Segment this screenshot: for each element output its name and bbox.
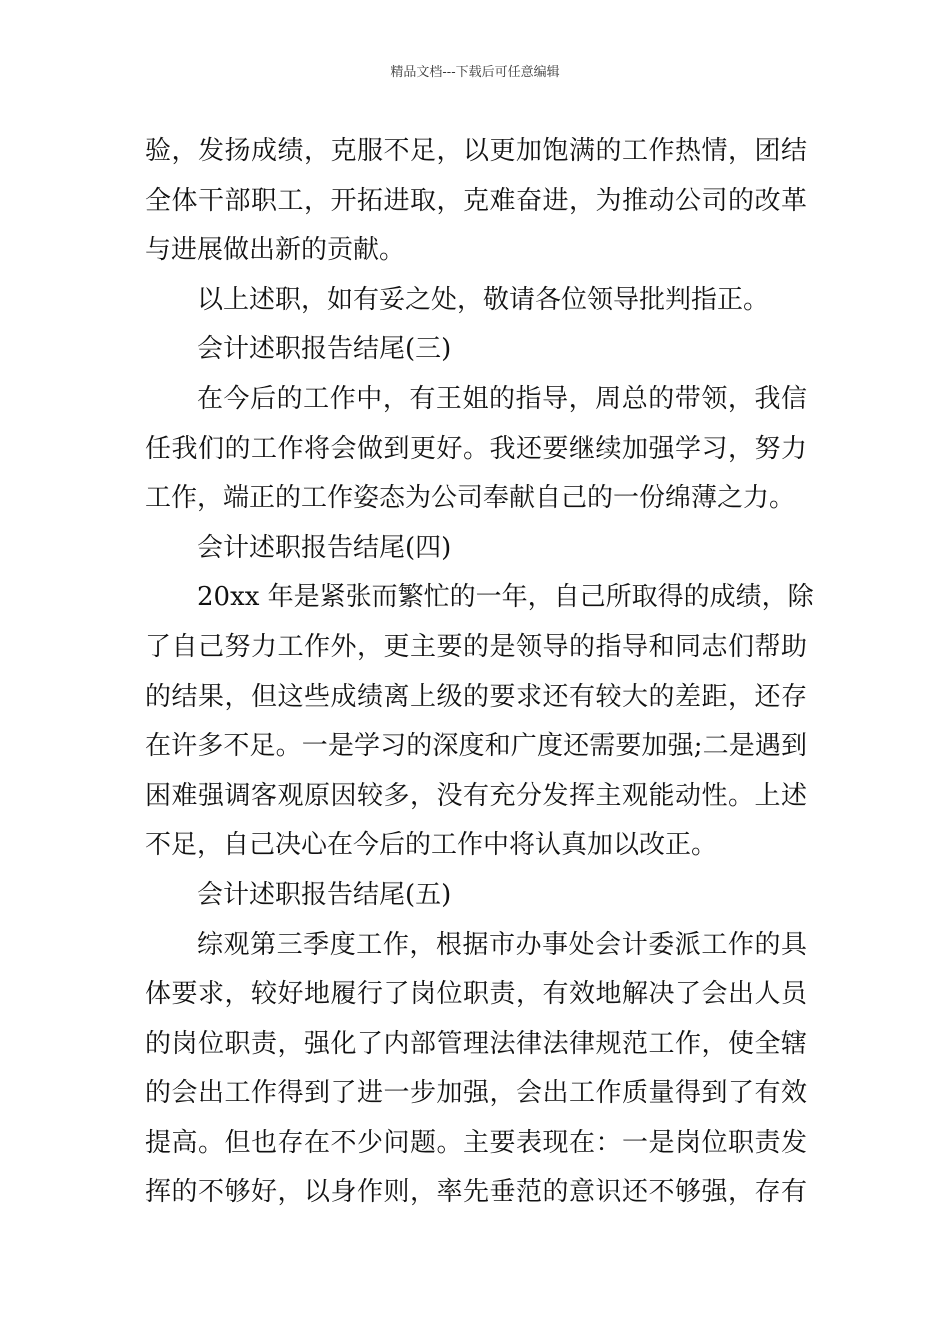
- page-header: 精品文档---下载后可任意编辑: [390, 65, 560, 80]
- section-heading: 会计述职报告结尾(三): [197, 334, 452, 365]
- section-heading: 会计述职报告结尾(四): [197, 532, 452, 563]
- text-line: 体要求，较好地履行了岗位职责，有效地解决了会出人员: [145, 979, 807, 1010]
- text-line: 挥的不够好，以身作则，率先垂范的意识还不够强，存有: [145, 1177, 807, 1208]
- text-line: 的岗位职责，强化了内部管理法律法律规范工作，使全辖: [145, 1028, 807, 1059]
- text-line: 不足，自己决心在今后的工作中将认真加以改正。: [145, 830, 718, 861]
- text-line: 任我们的工作将会做到更好。我还要继续加强学习，努力: [145, 433, 807, 464]
- text-line: 了自己努力工作外，更主要的是领导的指导和同志们帮助: [145, 631, 807, 662]
- text-line: 困难强调客观原因较多，没有充分发挥主观能动性。上述: [145, 780, 807, 811]
- text-line: 在今后的工作中，有王姐的指导，周总的带领，我信: [197, 383, 807, 414]
- text-line: 验，发扬成绩，克服不足，以更加饱满的工作热情，团结: [145, 136, 807, 166]
- document-body: [145, 127, 814, 1218]
- text-line: 以上述职，如有妥之处，敬请各位领导批判指正。: [197, 284, 770, 315]
- text-line: 全体干部职工，开拓进取，克难奋进，为推动公司的改革: [145, 185, 807, 216]
- text-line: 提高。但也存在不少问题。主要表现在：一是岗位职责发: [145, 1127, 807, 1158]
- paragraph: [145, 127, 807, 276]
- text-line: 综观第三季度工作，根据市办事处会计委派工作的具: [197, 929, 807, 960]
- paragraph: [145, 375, 807, 524]
- paragraph: [145, 573, 814, 871]
- text-line: 的结果，但这些成绩离上级的要求还有较大的差距，还存: [145, 681, 807, 712]
- text-line: 的会出工作得到了进一步加强，会出工作质量得到了有效: [145, 1078, 807, 1109]
- paragraph: [145, 921, 807, 1219]
- text-line: 在许多不足。一是学习的深度和广度还需要加强;二是遇到: [145, 731, 807, 762]
- paragraph: [145, 276, 807, 326]
- section-heading: 会计述职报告结尾(五): [197, 879, 452, 910]
- text-line: 20xx 年是紧张而繁忙的一年，自己所取得的成绩，除: [197, 582, 814, 613]
- text-line: 与进展做出新的贡献。: [145, 235, 406, 266]
- text-line: 工作，端正的工作姿态为公司奉献自己的一份绵薄之力。: [145, 483, 796, 514]
